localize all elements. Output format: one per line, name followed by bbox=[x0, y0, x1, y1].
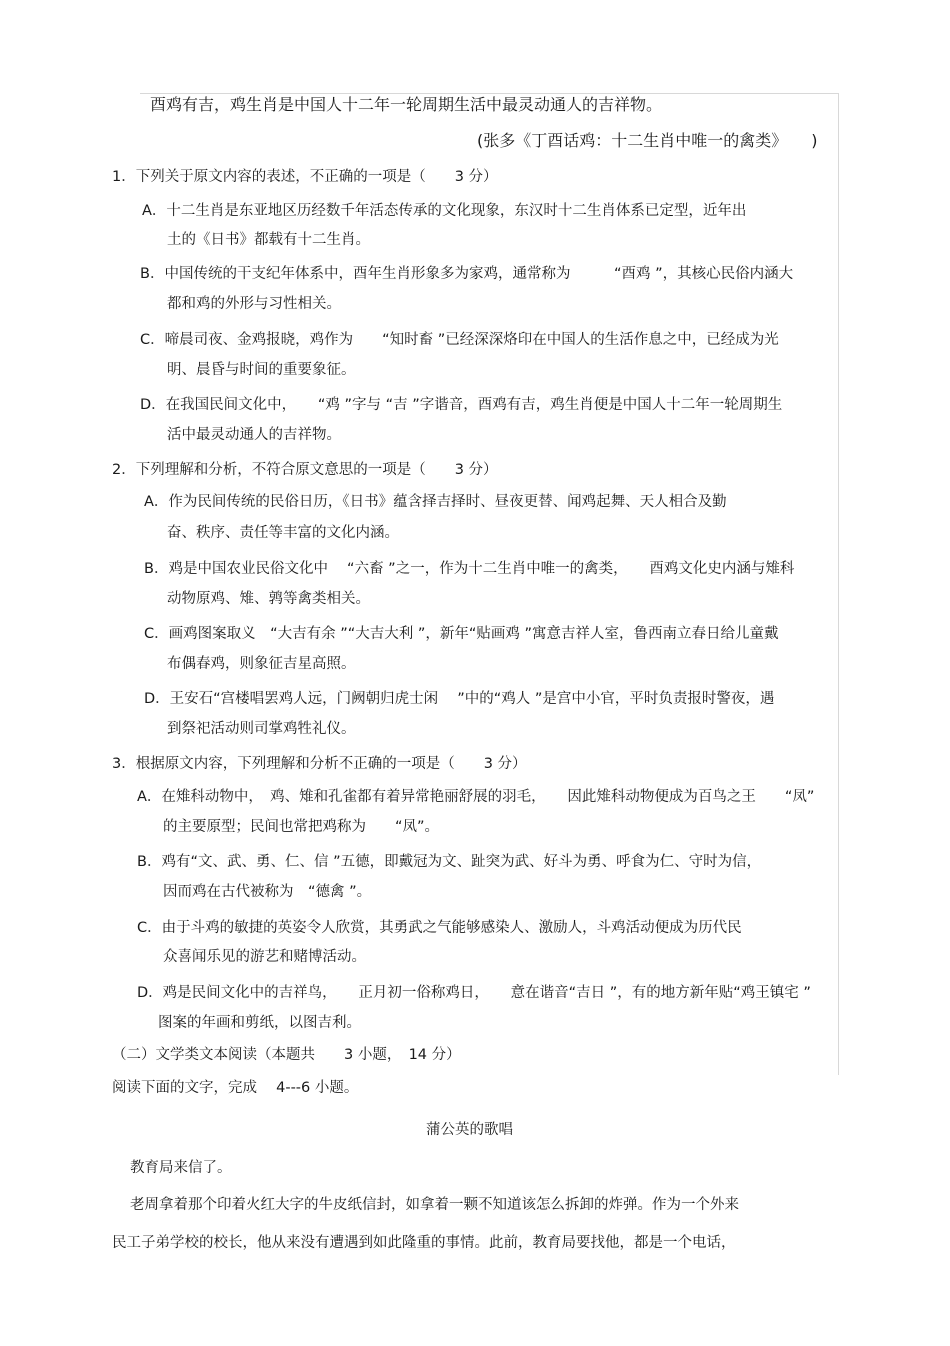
passage-closing-line: 酉鸡有吉，鸡生肖是中国人十二年一轮周期生活中最灵动通人的吉祥物。 bbox=[150, 95, 663, 114]
story-paragraph-1: 教育局来信了。 bbox=[130, 1160, 232, 1176]
story-paragraph-2: 老周拿着那个印着火红大字的牛皮纸信封，如拿着一颗不知道该怎么拆卸的炸弹。作为一个外来 bbox=[130, 1197, 739, 1213]
q2-option-d: D．王安石“宫楼唱罢鸡人远，门阙朝归虎士闲 ”中的“鸡人 ”是宫中小官，平时负责报时警夜，遇 bbox=[144, 691, 775, 707]
q2-option-c: C．画鸡图案取义 “大吉有余 ”“大吉大利 ”，新年“贴画鸡 ”寓意吉祥人室，鲁西南立春日给儿童戴 bbox=[144, 626, 779, 642]
q2-option-c-cont: 布偶春鸡，则象征吉星高照。 bbox=[167, 656, 356, 672]
section-heading: （二）文学类文本阅读（本题共 3 小题， 14 分） bbox=[112, 1047, 461, 1063]
story-title: 蒲公英的歌唱 bbox=[426, 1122, 513, 1138]
q3-option-a-cont: 的主要原型；民间也常把鸡称为 “凤”。 bbox=[163, 819, 440, 835]
page-right-rule bbox=[838, 93, 839, 1075]
q3-option-a: A．在雉科动物中， 鸡、雉和孔雀都有着异常艳丽舒展的羽毛， 因此雉科动物便成为百鸟之王 “凤” bbox=[137, 789, 815, 805]
question-1-stem: 1．下列关于原文内容的表述，不正确的一项是（ 3 分） bbox=[112, 169, 498, 185]
reading-instruction: 阅读下面的文字，完成 4---6 小题。 bbox=[112, 1080, 359, 1096]
question-3-stem: 3．根据原文内容，下列理解和分析不正确的一项是（ 3 分） bbox=[112, 756, 527, 772]
q3-option-d-cont: 图案的年画和剪纸，以图吉利。 bbox=[158, 1015, 361, 1031]
q3-option-b: B．鸡有“文、武、勇、仁、信 ”五德，即戴冠为文、趾突为武、好斗为勇、呼食为仁、守时为信， bbox=[137, 854, 762, 870]
q1-option-c: C．啼晨司夜、金鸡报晓，鸡作为 “知时畜 ”已经深深烙印在中国人的生活作息之中，已经成为光 bbox=[140, 332, 779, 348]
q1-option-a: A．十二生肖是东亚地区历经数千年活态传承的文化现象，东汉时十二生肖体系已定型，近年出 bbox=[142, 203, 747, 219]
q1-option-c-cont: 明、晨昏与时间的重要象征。 bbox=[167, 362, 356, 378]
q3-option-c: C．由于斗鸡的敏捷的英姿令人欣赏，其勇武之气能够感染人、激励人，斗鸡活动便成为历代民 bbox=[137, 920, 742, 936]
page-top-rule bbox=[140, 93, 838, 94]
q2-option-b-cont: 动物原鸡、雉、鹑等禽类相关。 bbox=[167, 591, 370, 607]
q2-option-a-cont: 奋、秩序、责任等丰富的文化内涵。 bbox=[167, 525, 399, 541]
q1-option-b: B．中国传统的干支纪年体系中，酉年生肖形象多为家鸡，通常称为 “酉鸡 ”，其核心民俗内涵大 bbox=[140, 266, 794, 282]
q1-option-d-cont: 活中最灵动通人的吉祥物。 bbox=[167, 427, 341, 443]
q2-option-a: A．作为民间传统的民俗日历，《日书》蕴含择吉择时、昼夜更替、闻鸡起舞、天人相合及勤 bbox=[144, 494, 727, 510]
q1-option-b-cont: 都和鸡的外形与习性相关。 bbox=[167, 296, 341, 312]
q1-option-a-cont: 土的《日书》都载有十二生肖。 bbox=[167, 232, 370, 248]
q3-option-c-cont: 众喜闻乐见的游艺和赌博活动。 bbox=[163, 949, 366, 965]
passage-source: (张多《丁酉话鸡：十二生肖中唯一的禽类》 ) bbox=[477, 131, 818, 150]
q3-option-d: D．鸡是民间文化中的吉祥鸟， 正月初一俗称鸡日， 意在谐音“吉日 ”，有的地方新年贴“鸡王镇宅 ” bbox=[137, 985, 811, 1001]
q1-option-d: D．在我国民间文化中， “鸡 ”字与 “吉 ”字谐音，酉鸡有吉，鸡生肖便是中国人十二年一轮周期生 bbox=[140, 397, 783, 413]
question-2-stem: 2．下列理解和分析，不符合原文意思的一项是（ 3 分） bbox=[112, 462, 498, 478]
q3-option-b-cont: 因而鸡在古代被称为 “德禽 ”。 bbox=[163, 884, 372, 900]
q2-option-d-cont: 到祭祀活动则司掌鸡牲礼仪。 bbox=[167, 721, 356, 737]
story-paragraph-2-cont: 民工子弟学校的校长，他从来没有遭遇到如此隆重的事情。此前，教育局要找他，都是一个电话， bbox=[112, 1235, 736, 1251]
q2-option-b: B．鸡是中国农业民俗文化中 “六畜 ”之一，作为十二生肖中唯一的禽类， 酉鸡文化史内涵与雉科 bbox=[144, 561, 795, 577]
